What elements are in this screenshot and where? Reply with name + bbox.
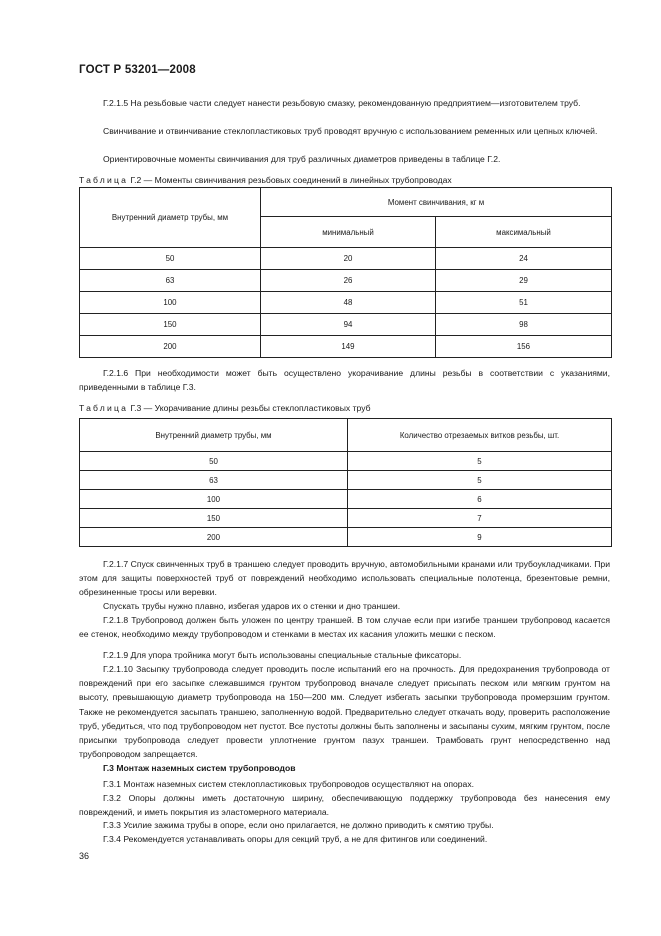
table-cell: 7: [348, 509, 612, 528]
table-row: [80, 270, 612, 292]
table-cell: 48: [261, 292, 436, 314]
table-cell: 150: [80, 509, 348, 528]
table-cell: 98: [436, 314, 612, 336]
table-g2-header-min: минимальный: [261, 217, 436, 248]
page-number: 36: [79, 851, 90, 861]
table-cell: 26: [261, 270, 436, 292]
table-cell: 50: [80, 248, 261, 270]
table-cell: 149: [261, 336, 436, 358]
table-g2-header-max: максимальный: [436, 217, 612, 248]
table-g3-caption: [79, 403, 371, 413]
table-row: [80, 248, 612, 270]
paragraph-g217: Г.2.1.7 Спуск свинченных труб в траншею следует проводить вручную, автомобильными кранами или трубоукладчиками. При этом для защиты поверхностей труб от повреждений необходимо использовать специальные полотенца, брезентовые ремни, обрезиненные тросы или веревки.: [79, 559, 610, 598]
paragraph-g216: Г.2.1.6 При необходимости может быть осуществлено укорачивание длины резьбы в соответствии с указаниями, приведенными в таблице Г.3.: [79, 368, 610, 393]
table-cell: 100: [80, 292, 261, 314]
table-row: [80, 292, 612, 314]
table-row: [80, 471, 612, 490]
table-g2-caption: [79, 175, 452, 185]
table-row: [80, 314, 612, 336]
paragraph-g33: Г.3.3 Усилие зажима трубы в опоре, если оно прилагается, не должно приводить к смятию трубы.: [103, 820, 494, 830]
table-cell: 51: [436, 292, 612, 314]
table-cell: 156: [436, 336, 612, 358]
table-cell: 150: [80, 314, 261, 336]
paragraph-g215: Г.2.1.5 На резьбовые части следует нанести резьбовую смазку, рекомендованную предприятием—изготовителем труб.: [103, 98, 581, 108]
table-cell: 5: [348, 452, 612, 471]
table-row: [80, 528, 612, 547]
table-cell: 63: [80, 270, 261, 292]
table-cell: 100: [80, 490, 348, 509]
table-g3-caption-word: Таблица: [79, 403, 129, 413]
table-cell: 6: [348, 490, 612, 509]
table-g3-header-diameter: Внутренний диаметр трубы, мм: [80, 419, 348, 452]
paragraph-g218: Г.2.1.8 Трубопровод должен быть уложен по центру траншей. В том случае если при изгибе траншеи трубопровод касается ее стенок, необходимо между трубопроводом и стенками в местах их касания уложить мешки с песком.: [79, 615, 610, 640]
table-cell: 5: [348, 471, 612, 490]
table-cell: 50: [80, 452, 348, 471]
paragraph-g34: Г.3.4 Рекомендуется устанавливать опоры для секций труб, а не для фитингов или соединений.: [103, 834, 488, 844]
table-cell: 29: [436, 270, 612, 292]
table-row: [80, 452, 612, 471]
table-cell: 200: [80, 336, 261, 358]
table-g2-header-diameter: Внутренний диаметр трубы, мм: [80, 188, 261, 248]
table-cell: 24: [436, 248, 612, 270]
table-row: [80, 336, 612, 358]
table-row: [80, 490, 612, 509]
table-cell: 9: [348, 528, 612, 547]
table-g3-caption-text: Г.3 — Укорачивание длины резьбы стеклопластиковых труб: [130, 403, 371, 413]
table-cell: 63: [80, 471, 348, 490]
table-cell: 200: [80, 528, 348, 547]
paragraph-g31: Г.3.1 Монтаж наземных систем стеклопластиковых трубопроводов осуществляют на опорах.: [103, 779, 475, 789]
table-cell: 20: [261, 248, 436, 270]
paragraph-g219: Г.2.1.9 Для упора тройника могут быть использованы специальные стальные фиксаторы.: [103, 650, 462, 660]
paragraph-screwing: Свинчивание и отвинчивание стеклопластиковых труб проводят вручную с использованием ременных или цепных ключей.: [103, 126, 598, 136]
table-g2: [79, 187, 612, 358]
table-row: [80, 509, 612, 528]
table-cell: 94: [261, 314, 436, 336]
paragraph-table-ref: Ориентировочные моменты свинчивания для труб различных диаметров приведены в таблице Г.2.: [103, 154, 501, 164]
table-g2-caption-text: Г.2 — Моменты свинчивания резьбовых соединений в линейных трубопроводах: [130, 175, 452, 185]
paragraph-g2110: Г.2.1.10 Засыпку трубопровода следует проводить после испытаний его на прочность. Для предохранения трубопровода от повреждений при его засыпке слежавшимся грунтом трубопровод вначале следует присыпать песком или мягким грунтом на высоту, превышающую диаметр трубопровода на 150—200 мм. Следует избегать засыпки трубопровода промерзшим грунтом. Также не рекомендуется засыпать траншею, заполненную водой. Предварительно следует откачать воду, проверить расположение труб, убедиться, что под трубопроводом нет пустот. Все пустоты должны быть заполнены и засыпаны сухим, мягким грунтом, после присыпки трубопровода следует провести уплотнение грунтом пазух траншеи. Трамбовать грунт непосредственно над трубопроводом запрещается.: [79, 664, 610, 760]
table-g3: [79, 418, 612, 547]
table-g2-caption-word: Таблица: [79, 175, 129, 185]
section-heading-g3: Г.3 Монтаж наземных систем трубопроводов: [103, 763, 296, 773]
paragraph-g32: Г.3.2 Опоры должны иметь достаточную ширину, обеспечивающую поддержку трубопровода без нанесения ему повреждений, и иметь покрытия из эластомерного материала.: [79, 793, 610, 818]
document-header: ГОСТ Р 53201—2008: [79, 64, 196, 76]
table-g2-header-moment: Момент свинчивания, кг м: [261, 188, 612, 217]
paragraph-lowering: Спускать трубы нужно плавно, избегая ударов их о стенки и дно траншеи.: [103, 601, 401, 611]
table-g3-header-count: Количество отрезаемых витков резьбы, шт.: [348, 419, 612, 452]
